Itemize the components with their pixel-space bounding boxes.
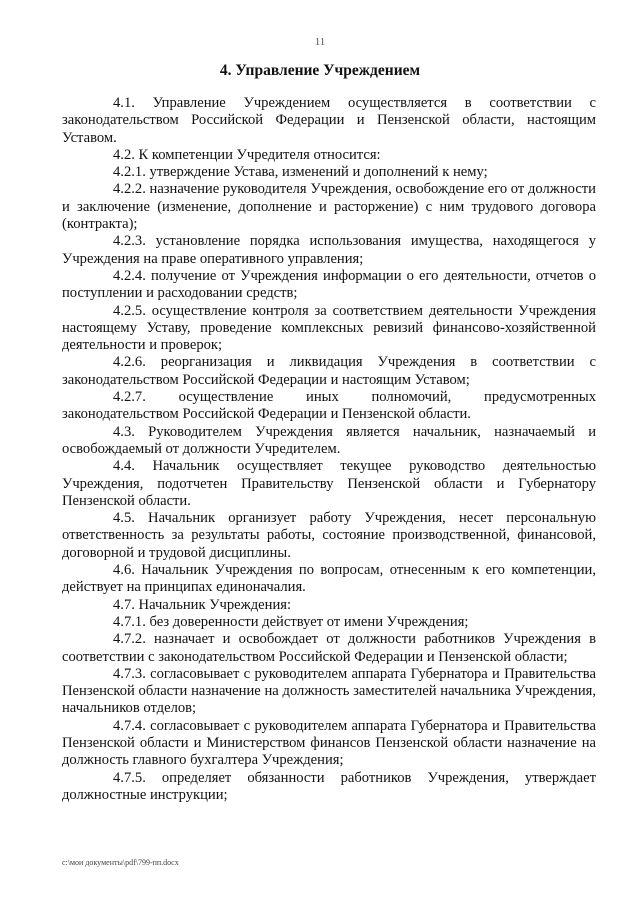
paragraph-4-7: 4.7. Начальник Учреждения: (113, 596, 292, 613)
paragraph-4-2-5: 4.2.5. осуществление контроля за соответствием деятельности Учреждения настоящему Уставу, проведение комплексных ревизий финансово-хозяйственной деятельности и проверок; (62, 302, 596, 354)
document-body (62, 95, 596, 804)
paragraph-4-2-6: 4.2.6. реорганизация и ликвидация Учреждения в соответствии с законодательством Российской Федерации и настоящим Уставом; (62, 354, 596, 388)
paragraph-4-7-3: 4.7.3. согласовывает с руководителем аппарата Губернатора и Правительства Пензенской области назначение на должность заместителей начальника Учреждения, начальников отделов; (62, 665, 596, 717)
paragraph-4-7-1: 4.7.1. без доверенности действует от имени Учреждения; (113, 613, 469, 630)
paragraph-4-2-2: 4.2.2. назначение руководителя Учреждения, освобождение его от должности и заключение (изменение, дополнение и расторжение) с ним трудового договора (контракта); (62, 181, 596, 233)
paragraph-4-7-2: 4.7.2. назначает и освобождает от должности работников Учреждения в соответствии с законодательством Российской Федерации и Пензенской области; (62, 631, 596, 665)
paragraph-4-5: 4.5. Начальник организует работу Учреждения, несет персональную ответственность за результаты работы, состояние производственной, финансовой, договорной и трудовой дисциплины. (62, 510, 596, 561)
paragraph-4-2-3: 4.2.3. установление порядка использования имущества, находящегося у Учреждения на праве оперативного управления; (62, 233, 596, 267)
paragraph-4-4: 4.4. Начальник осуществляет текущее руководство деятельностью Учреждения, подотчетен Правительству Пензенской области и Губернатору Пензенской области. (62, 458, 596, 509)
section-heading: 4. Управление Учреждением (219, 62, 421, 79)
paragraph-4-2-7: 4.2.7. осуществление иных полномочий, предусмотренных законодательством Российской Федерации и Пензенской области. (62, 389, 596, 423)
paragraph-4-6: 4.6. Начальник Учреждения по вопросам, отнесенным к его компетенции, действует на принципах единоначалия. (62, 562, 596, 596)
paragraph-4-7-4: 4.7.4. согласовывает с руководителем аппарата Губернатора и Правительства Пензенской области и Министерством финансов Пензенской области назначение на должность главного бухгалтера Учреждения; (62, 717, 596, 769)
paragraph-4-7-5: 4.7.5. определяет обязанности работников Учреждения, утверждает должностные инструкции; (62, 769, 596, 803)
paragraph-4-3: 4.3. Руководителем Учреждения является начальник, назначаемый и освобождаемый от должности Учредителем. (62, 423, 596, 457)
paragraph-4-2: 4.2. К компетенции Учредителя относится: (113, 146, 381, 163)
footer-file-path: c:\мои документы\pdf\799-пп.docx (62, 858, 179, 867)
paragraph-4-2-1: 4.2.1. утверждение Устава, изменений и дополнений к нему; (113, 164, 488, 181)
page-number: 11 (314, 36, 326, 48)
paragraph-4-2-4: 4.2.4. получение от Учреждения информации о его деятельности, отчетов о поступлении и расходовании средств; (62, 267, 596, 302)
paragraph-4-1: 4.1. Управление Учреждением осуществляется в соответствии с законодательством Российской Федерации и Пензенской области, настоящим Уставом. (62, 95, 596, 146)
